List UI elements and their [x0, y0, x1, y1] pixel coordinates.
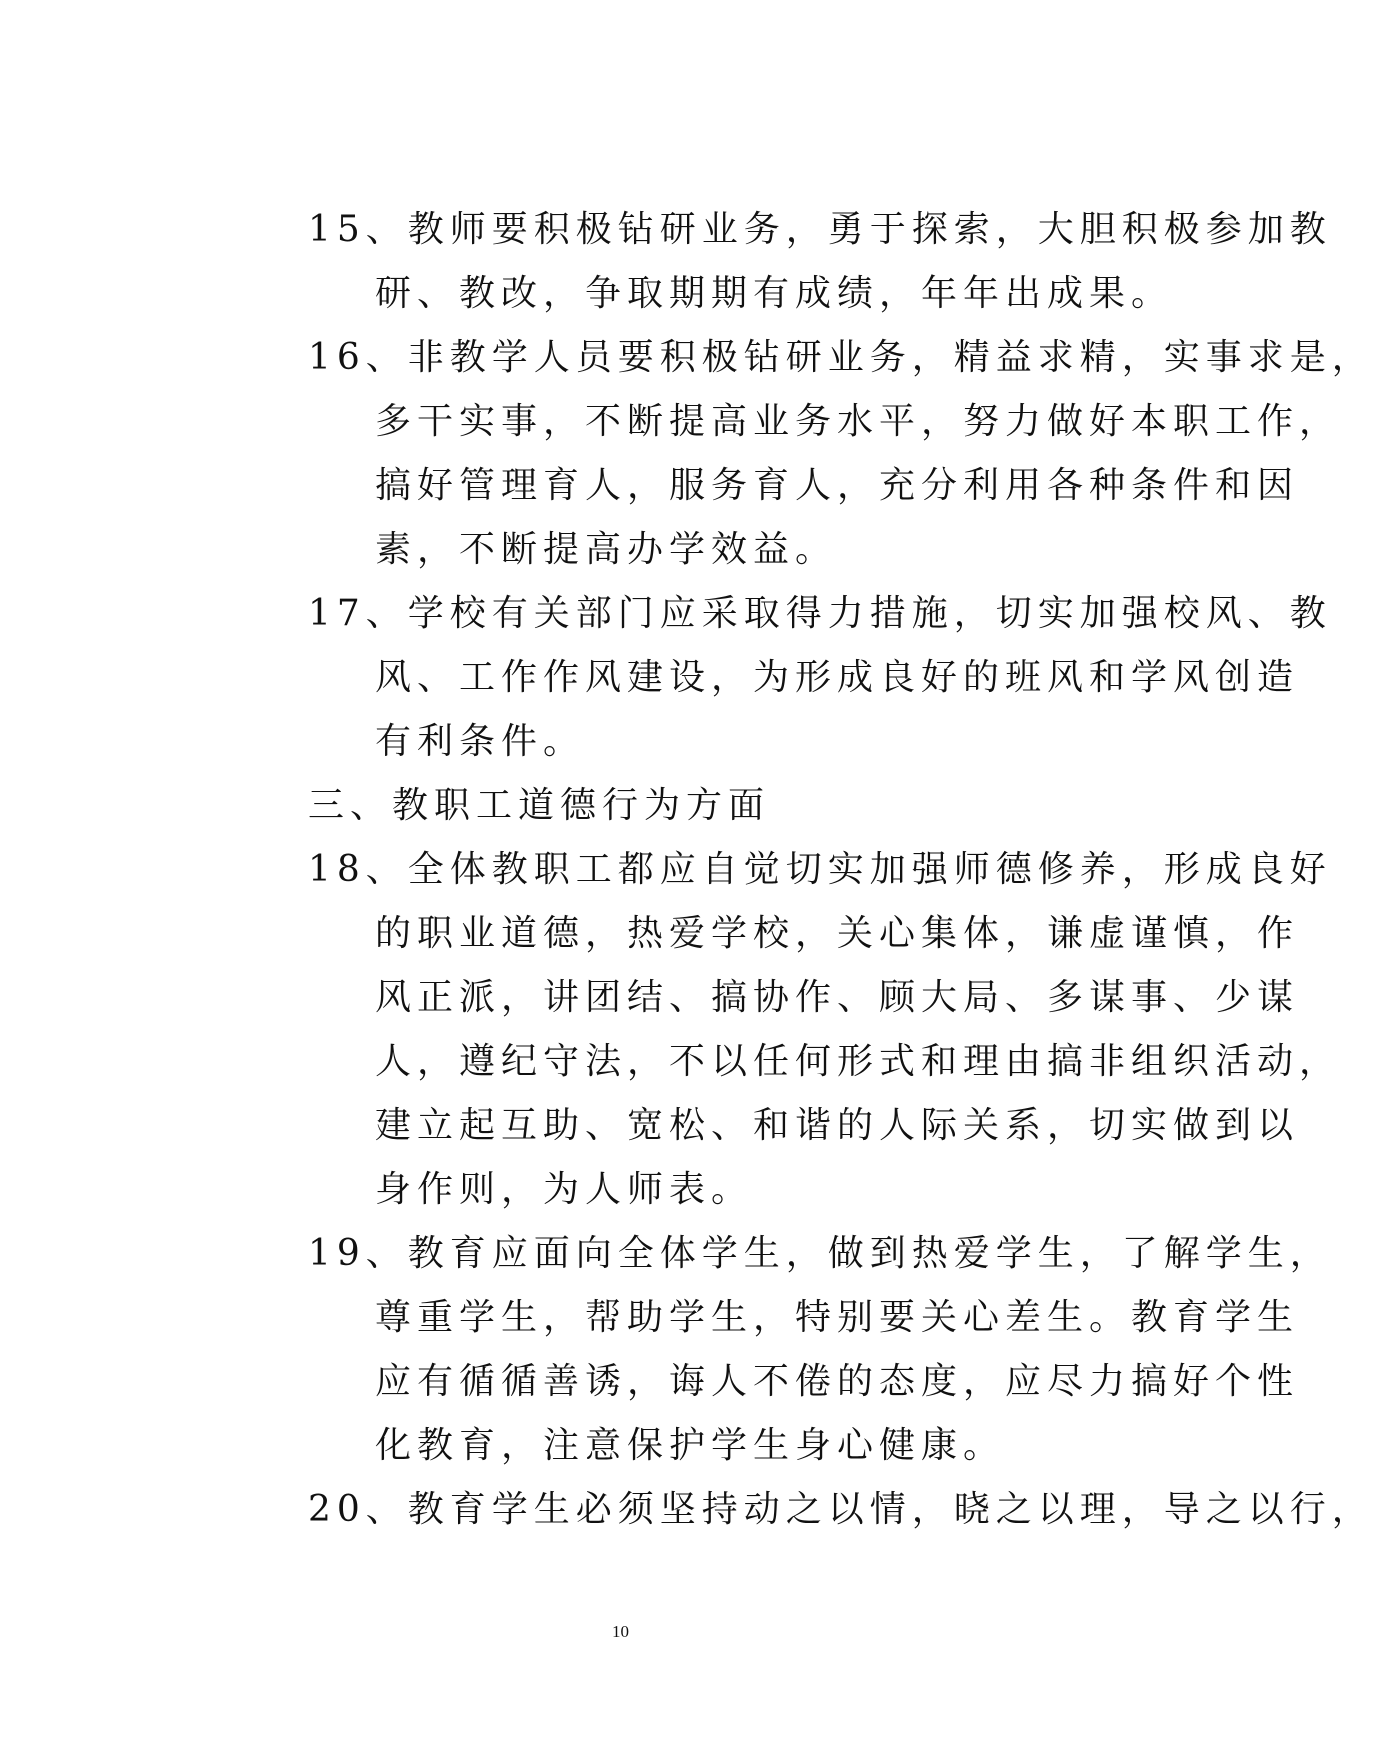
- text-line: 17、学校有关部门应采取得力措施，切实加强校风、教: [308, 593, 1332, 634]
- document-body: [308, 198, 1374, 1542]
- clause-20: [308, 1478, 1374, 1542]
- clause-17: [308, 582, 1332, 774]
- text-line: 身作则，为人师表。: [375, 1169, 754, 1210]
- text-line: 搞好管理育人，服务育人，充分利用各种条件和因: [375, 465, 1300, 506]
- text-line: 研、教改，争取期期有成绩，年年出成果。: [375, 273, 1174, 314]
- text-line: 风、工作作风建设，为形成良好的班风和学风创造: [375, 657, 1300, 698]
- clause-18: [308, 838, 1342, 1222]
- text-line: 20、教育学生必须坚持动之以情，晓之以理，导之以行，: [308, 1489, 1374, 1530]
- page-number: 10: [612, 1622, 629, 1641]
- text-line: 应有循循善诱，诲人不倦的态度，应尽力搞好个性: [375, 1361, 1300, 1402]
- section-heading-3: [308, 774, 1168, 838]
- text-line: 15、教师要积极钻研业务，勇于探索，大胆积极参加教: [308, 209, 1332, 250]
- text-line: 尊重学生，帮助学生，特别要关心差生。教育学生: [375, 1297, 1300, 1338]
- text-line: 18、全体教职工都应自觉切实加强师德修养，形成良好: [308, 849, 1332, 890]
- text-line: 风正派，讲团结、搞协作、顾大局、多谋事、少谋: [375, 977, 1300, 1018]
- text-line: 化教育，注意保护学生身心健康。: [375, 1425, 1006, 1466]
- text-line: 建立起互助、宽松、和谐的人际关系，切实做到以: [375, 1105, 1300, 1146]
- text-line: 16、非教学人员要积极钻研业务，精益求精，实事求是，: [308, 337, 1374, 378]
- text-line: 素，不断提高办学效益。: [375, 529, 838, 570]
- text-line: 多干实事，不断提高业务水平，努力做好本职工作，: [375, 401, 1342, 442]
- section-heading: 三、教职工道德行为方面: [308, 785, 771, 826]
- text-line: 的职业道德，热爱学校，关心集体，谦虚谨慎，作: [375, 913, 1300, 954]
- clause-19: [308, 1222, 1332, 1478]
- clause-15: [308, 198, 1332, 326]
- clause-16: [308, 326, 1374, 582]
- text-line: 19、教育应面向全体学生，做到热爱学生，了解学生，: [308, 1233, 1332, 1274]
- text-line: 有利条件。: [375, 721, 586, 762]
- text-line: 人，遵纪守法，不以任何形式和理由搞非组织活动，: [375, 1041, 1342, 1082]
